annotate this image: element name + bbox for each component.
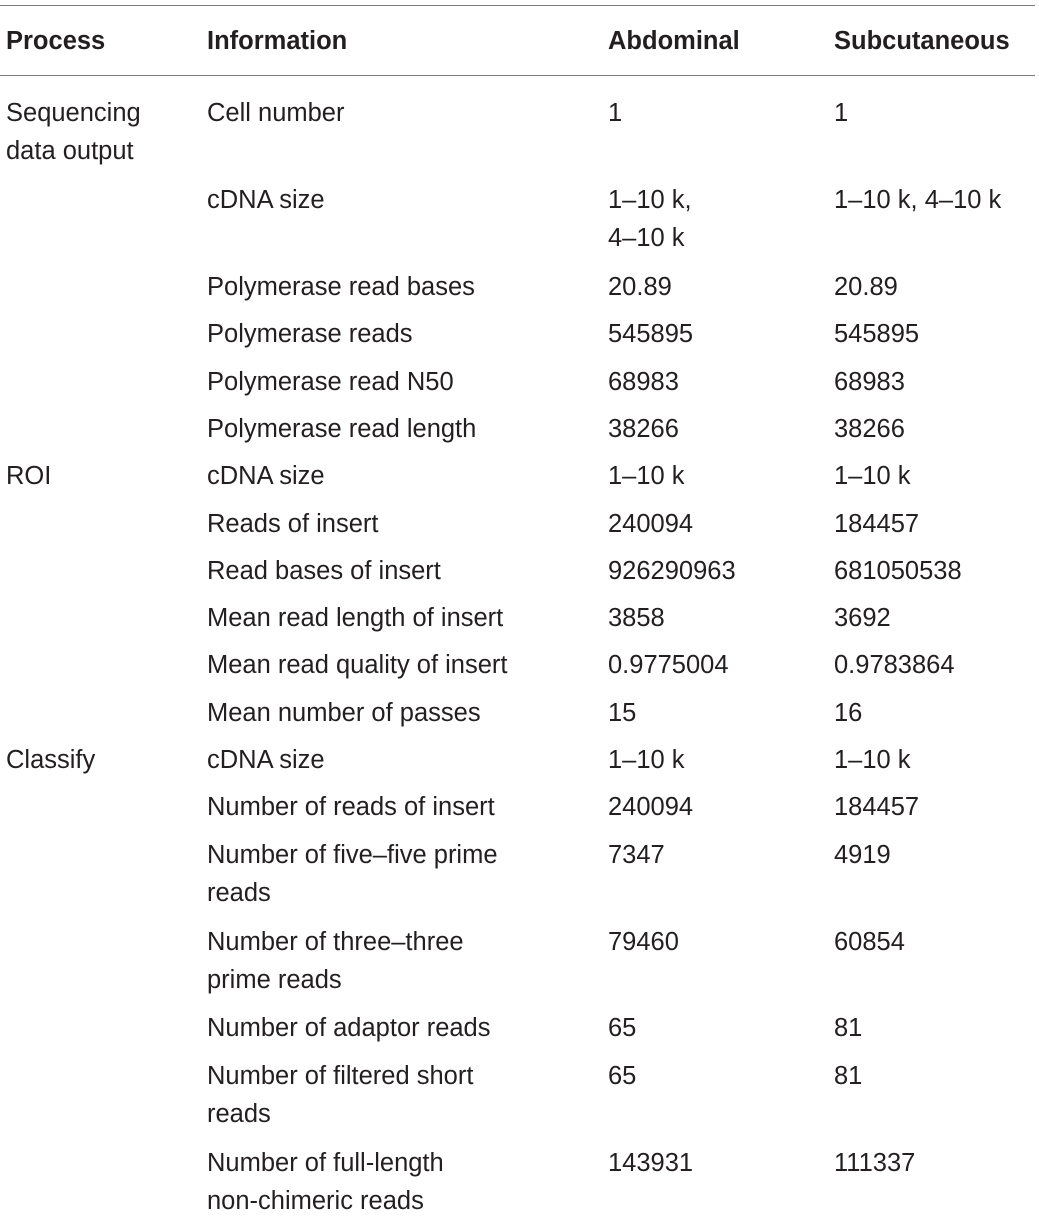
process-cell	[6, 94, 141, 170]
header-abdominal: Abdominal	[608, 27, 740, 55]
abdominal-cell-line: 0.9775004	[608, 651, 729, 679]
abdominal-cell-line: 65	[608, 1014, 637, 1042]
information-cell	[207, 1009, 491, 1047]
abdominal-cell	[608, 94, 622, 132]
information-cell	[207, 836, 498, 912]
abdominal-cell	[608, 315, 693, 353]
abdominal-cell	[608, 181, 692, 257]
abdominal-cell	[608, 923, 679, 961]
information-cell	[207, 94, 344, 132]
information-cell-line: Number of reads of insert	[207, 793, 495, 821]
abdominal-cell	[608, 1144, 693, 1182]
subcutaneous-cell-line: 1–10 k, 4–10 k	[834, 186, 1002, 214]
subcutaneous-cell-line: 4919	[834, 841, 891, 869]
subcutaneous-cell	[834, 181, 1001, 219]
subcutaneous-cell-line: 3692	[834, 604, 891, 632]
information-cell-line: reads	[207, 1100, 271, 1128]
abdominal-cell-line: 68983	[608, 368, 679, 396]
information-cell-line: reads	[207, 879, 271, 907]
abdominal-cell	[608, 599, 665, 637]
information-cell-line: Number of full-length	[207, 1149, 444, 1177]
abdominal-cell-line: 1	[608, 99, 623, 127]
information-cell	[207, 923, 464, 999]
subcutaneous-cell-line: 1–10 k	[834, 462, 911, 490]
subcutaneous-cell	[834, 741, 911, 779]
abdominal-cell	[608, 505, 693, 543]
abdominal-cell-line: 240094	[608, 510, 694, 538]
abdominal-cell	[608, 836, 665, 874]
subcutaneous-cell	[834, 694, 862, 732]
abdominal-cell-line: 1–10 k	[608, 462, 685, 490]
header-process: Process	[6, 27, 106, 55]
information-cell-line: Mean read length of insert	[207, 604, 504, 632]
information-cell	[207, 599, 503, 637]
information-cell	[207, 1057, 473, 1133]
subcutaneous-cell-line: 68983	[834, 368, 905, 396]
abdominal-cell-line: 926290963	[608, 557, 736, 585]
subcutaneous-cell-line: 16	[834, 699, 863, 727]
abdominal-cell	[608, 268, 672, 306]
information-cell-line: non-chimeric reads	[207, 1187, 424, 1215]
information-cell	[207, 268, 475, 306]
subcutaneous-cell-line: 38266	[834, 415, 905, 443]
information-cell	[207, 457, 325, 495]
subcutaneous-cell	[834, 268, 898, 306]
abdominal-cell-line: 240094	[608, 793, 694, 821]
header-information: Information	[207, 27, 348, 55]
information-cell-line: Read bases of insert	[207, 557, 441, 585]
information-cell-line: Number of adaptor reads	[207, 1014, 491, 1042]
information-cell-line: Polymerase read length	[207, 415, 477, 443]
subcutaneous-cell-line: 184457	[834, 793, 920, 821]
subcutaneous-cell-line: 20.89	[834, 273, 898, 301]
abdominal-cell-line: 545895	[608, 320, 694, 348]
abdominal-cell	[608, 1057, 636, 1095]
subcutaneous-cell-line: 111337	[834, 1149, 916, 1177]
abdominal-cell-line: 1–10 k	[608, 746, 685, 774]
subcutaneous-cell	[834, 315, 919, 353]
information-cell	[207, 788, 495, 826]
abdominal-cell	[608, 646, 729, 684]
abdominal-cell-line: 38266	[608, 415, 679, 443]
subcutaneous-cell	[834, 923, 905, 961]
abdominal-cell	[608, 694, 636, 732]
subcutaneous-cell-line: 1	[834, 99, 849, 127]
abdominal-cell-line: 65	[608, 1062, 637, 1090]
information-cell	[207, 363, 454, 401]
information-cell-line: Polymerase read bases	[207, 273, 475, 301]
abdominal-cell	[608, 410, 679, 448]
subcutaneous-cell	[834, 1057, 862, 1095]
process-cell-line: data output	[6, 137, 134, 165]
abdominal-cell-line: 4–10 k	[608, 224, 685, 252]
abdominal-cell-line: 15	[608, 699, 637, 727]
abdominal-cell	[608, 788, 693, 826]
subcutaneous-cell	[834, 457, 911, 495]
information-cell	[207, 741, 325, 779]
subcutaneous-cell-line: 545895	[834, 320, 920, 348]
information-cell-line: Cell number	[207, 99, 345, 127]
subcutaneous-cell	[834, 410, 905, 448]
information-cell	[207, 1144, 444, 1220]
abdominal-cell	[608, 363, 679, 401]
subcutaneous-cell	[834, 788, 919, 826]
process-cell	[6, 457, 51, 495]
subcutaneous-cell-line: 81	[834, 1062, 863, 1090]
subcutaneous-cell	[834, 363, 905, 401]
information-cell-line: Mean number of passes	[207, 699, 481, 727]
abdominal-cell-line: 20.89	[608, 273, 672, 301]
abdominal-cell-line: 7347	[608, 841, 665, 869]
subcutaneous-cell	[834, 836, 891, 874]
process-cell	[6, 741, 95, 779]
information-cell-line: Polymerase read N50	[207, 368, 454, 396]
subcutaneous-cell-line: 1–10 k	[834, 746, 911, 774]
process-cell-line: Sequencing	[6, 99, 141, 127]
subcutaneous-cell-line: 81	[834, 1014, 863, 1042]
information-cell-line: cDNA size	[207, 746, 325, 774]
subcutaneous-cell	[834, 646, 955, 684]
information-cell-line: cDNA size	[207, 462, 325, 490]
abdominal-cell	[608, 457, 685, 495]
information-cell	[207, 410, 476, 448]
subcutaneous-cell-line: 0.9783864	[834, 651, 955, 679]
subcutaneous-cell-line: 184457	[834, 510, 920, 538]
information-cell-line: Number of five–five prime	[207, 841, 498, 869]
abdominal-cell-line: 143931	[608, 1149, 694, 1177]
information-cell	[207, 181, 325, 219]
header-subcutaneous: Subcutaneous	[834, 27, 1010, 55]
information-cell-line: Number of filtered short	[207, 1062, 474, 1090]
information-cell-line: Reads of insert	[207, 510, 379, 538]
information-cell-line: Polymerase reads	[207, 320, 413, 348]
subcutaneous-cell-line: 60854	[834, 928, 905, 956]
information-cell-line: Mean read quality of insert	[207, 651, 508, 679]
information-cell-line: Number of three–three	[207, 928, 464, 956]
information-cell	[207, 694, 481, 732]
information-cell	[207, 646, 508, 684]
information-cell	[207, 505, 379, 543]
abdominal-cell	[608, 552, 736, 590]
subcutaneous-cell	[834, 1009, 862, 1047]
abdominal-cell	[608, 741, 685, 779]
information-cell-line: prime reads	[207, 966, 342, 994]
process-cell-line: Classify	[6, 746, 96, 774]
subcutaneous-cell-line: 681050538	[834, 557, 962, 585]
subcutaneous-cell	[834, 552, 962, 590]
subcutaneous-cell	[834, 505, 919, 543]
subcutaneous-cell	[834, 94, 848, 132]
information-cell	[207, 315, 413, 353]
abdominal-cell-line: 3858	[608, 604, 665, 632]
information-cell-line: cDNA size	[207, 186, 325, 214]
information-cell	[207, 552, 441, 590]
table-top-rule	[0, 5, 1035, 6]
subcutaneous-cell	[834, 1144, 915, 1182]
abdominal-cell-line: 1–10 k,	[608, 186, 692, 214]
table-header-rule	[0, 75, 1035, 76]
abdominal-cell	[608, 1009, 636, 1047]
process-cell-line: ROI	[6, 462, 52, 490]
subcutaneous-cell	[834, 599, 891, 637]
abdominal-cell-line: 79460	[608, 928, 679, 956]
